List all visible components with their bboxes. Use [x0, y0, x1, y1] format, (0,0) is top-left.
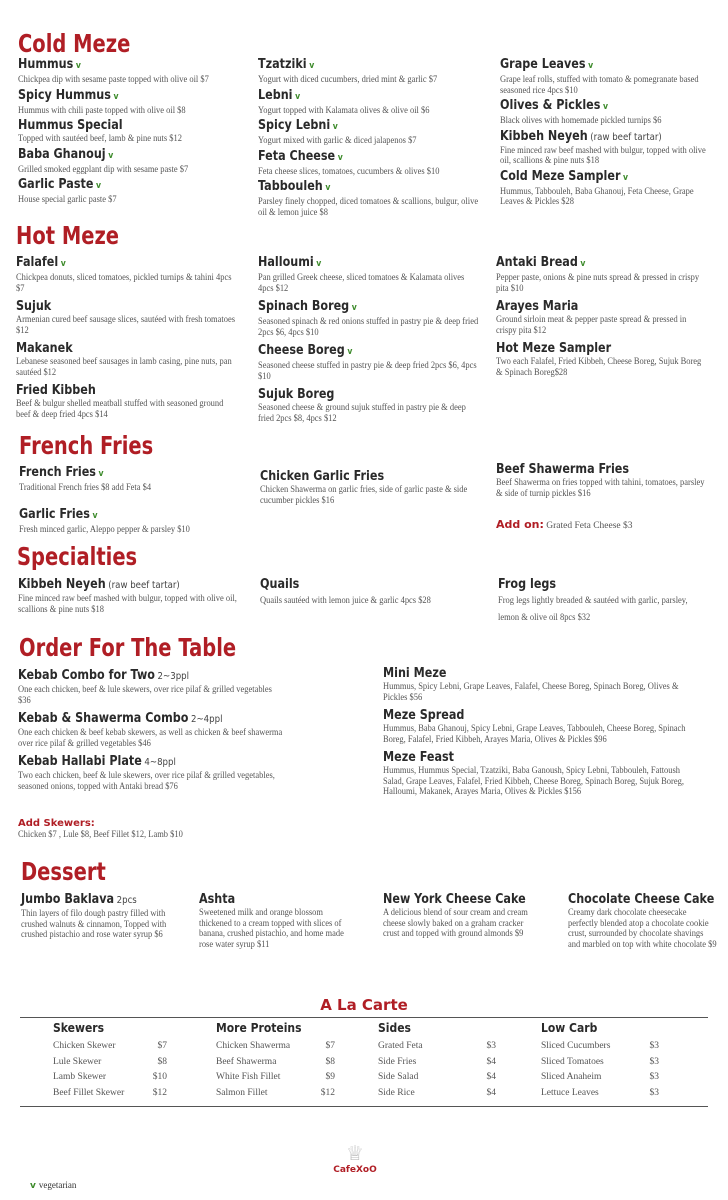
menu-item-name — [16, 383, 207, 398]
menu-item-title: Garlic Paste — [18, 177, 94, 192]
menu-item-description: Chicken Shawerma on garlic fries, side of garlic paste & side cucumber pickles $16 — [260, 484, 468, 505]
menu-item-name — [18, 88, 209, 105]
vegetarian-marker: v — [332, 122, 338, 132]
menu-item-description: Beef Shawerma on fries topped with tahini, tomatoes, parsley & side of turnip pickles $16 — [496, 477, 705, 498]
a-la-carte-item-price: $12 — [320, 1087, 335, 1098]
vegetarian-key — [30, 1180, 76, 1191]
a-la-carte-item-price: $3 — [649, 1072, 659, 1082]
menu-item-note: 4~8ppl — [144, 757, 176, 768]
vegetarian-marker: v — [351, 303, 357, 313]
menu-item-title: Mini Meze — [383, 666, 447, 681]
menu-item-description: Seasoned cheese & ground sujuk stuffed in pastry pie & deep fried 2pcs $8, 4pcs $12 — [258, 402, 466, 423]
menu-item-name — [496, 255, 680, 272]
a-la-carte-item-price: $8 — [325, 1056, 335, 1067]
menu-item-title: Kebab Hallabi Plate — [18, 754, 142, 769]
menu-item — [18, 754, 288, 791]
menu-item-name — [496, 462, 680, 477]
menu-item — [383, 750, 693, 797]
menu-item-description: Grilled smoked eggplant dip with sesame paste $7 — [18, 163, 189, 174]
menu-item-description: Quails sautéed with lemon juice & garlic 4pcs $28 — [260, 595, 431, 605]
a-la-carte-item-price: $7 — [157, 1041, 167, 1051]
menu-item-description: Parsley finely chopped, diced tomatoes & scallions, bulgur, olive oil & lemon juice $8 — [258, 196, 479, 217]
menu-item-description: Hummus, Spicy Lebni, Grape Leaves, Falafel, Cheese Boreg, Spinach Boreg, Olives & Pickles $56 — [383, 681, 679, 702]
specialties-col-3 — [498, 577, 710, 626]
vegetarian-marker: v — [347, 347, 353, 357]
menu-item-title: French Fries — [19, 465, 96, 480]
menu-item-name — [18, 668, 250, 684]
menu-item — [500, 98, 710, 126]
menu-item-name — [258, 88, 449, 105]
a-la-carte-group-heading: Sides — [378, 1021, 411, 1035]
menu-item — [18, 668, 288, 705]
menu-item-title: Kebab & Shawerma Combo — [18, 711, 189, 726]
a-la-carte-item-price: $9 — [325, 1072, 335, 1082]
a-la-carte-item-price: $12 — [152, 1087, 167, 1098]
menu-item — [16, 255, 238, 293]
menu-item-name — [18, 118, 209, 133]
menu-item-name — [260, 577, 432, 592]
menu-item-name — [500, 169, 681, 186]
menu-item — [260, 577, 460, 609]
french-fries-col-1 — [19, 465, 241, 534]
hot-meze-col-1 — [16, 255, 238, 419]
dessert-col-4 — [568, 892, 718, 949]
lc-group-low-carb — [541, 1021, 659, 1101]
menu-item-title: Kebab Combo for Two — [18, 668, 155, 683]
menu-item-title: Chicken Garlic Fries — [260, 469, 385, 484]
menu-item-name — [258, 149, 449, 166]
menu-item-title: Kibbeh Neyeh — [500, 128, 588, 144]
menu-item — [383, 666, 693, 702]
menu-item-description: Feta cheese slices, tomatoes, cucumbers & olives $10 — [258, 165, 440, 176]
a-la-carte-item-name: Lamb Skewer — [53, 1072, 107, 1082]
vegetarian-marker: v — [580, 259, 586, 269]
menu-item-title: Spicy Hummus — [18, 87, 111, 103]
a-la-carte-item-name: Side Salad — [378, 1072, 419, 1082]
menu-item — [19, 507, 241, 535]
menu-item-name — [568, 892, 715, 907]
vegetarian-marker: v — [295, 91, 301, 102]
menu-item-description: Seasoned cheese stuffed in pastry pie & deep fried 2pcs $6, 4pcs $10 — [258, 360, 477, 381]
menu-item-title: Sujuk Boreg — [258, 387, 335, 402]
section-title-specialties: Specialties — [17, 542, 138, 571]
a-la-carte-row — [53, 1086, 167, 1102]
menu-item-title: Lebni — [258, 87, 293, 103]
menu-item — [498, 577, 710, 626]
menu-item — [568, 892, 718, 949]
menu-item-name — [500, 57, 681, 74]
menu-item-description: Traditional French fries $8 add Feta $4 — [19, 482, 152, 492]
hot-meze-col-2 — [258, 255, 480, 423]
menu-item-title: Frog legs — [498, 577, 557, 592]
a-la-carte-row — [378, 1055, 496, 1071]
menu-item-title: Ashta — [199, 892, 236, 907]
menu-item-name — [258, 255, 449, 272]
menu-item — [500, 129, 710, 166]
lc-group-skewers — [53, 1021, 167, 1101]
a-la-carte-item-price: $4 — [486, 1087, 496, 1098]
menu-item — [500, 57, 710, 95]
menu-item-name — [18, 147, 209, 164]
section-title-french-fries: French Fries — [19, 431, 154, 460]
menu-item — [18, 88, 240, 116]
menu-item — [18, 147, 240, 175]
dessert-col-2 — [199, 892, 354, 949]
menu-item-description: Yogurt mixed with garlic & diced jalapenos $7 — [258, 135, 417, 145]
hot-meze-col-3 — [496, 255, 710, 377]
menu-item — [18, 711, 288, 748]
a-la-carte-item-name: Beef Shawerma — [216, 1056, 277, 1067]
menu-item-description: Frog legs lightly breaded & sautéed with garlic, parsley, lemon & olive oil 8pcs $32 — [498, 595, 688, 622]
a-la-carte-row — [541, 1039, 659, 1055]
a-la-carte-bottom-rule — [20, 1106, 708, 1107]
menu-item-name — [258, 57, 449, 74]
menu-item-name — [199, 892, 332, 907]
order-table-col-2 — [383, 666, 693, 797]
menu-item-description: Pan grilled Greek cheese, sliced tomatoes & Kalamata olives 4pcs $12 — [258, 272, 465, 293]
menu-item-note: 2~3ppl — [157, 671, 190, 682]
vegetarian-marker: v — [316, 259, 322, 269]
menu-item — [258, 179, 480, 217]
vegetarian-marker: v — [623, 172, 629, 183]
a-la-carte-item-name: Side Rice — [378, 1087, 415, 1098]
menu-item-title: Beef Shawerma Fries — [496, 462, 630, 477]
menu-item-name — [21, 892, 150, 908]
menu-item-title: Sujuk — [16, 299, 52, 314]
a-la-carte-item-name: Beef Fillet Skewer — [53, 1087, 125, 1098]
menu-item-name — [383, 892, 526, 907]
a-la-carte-item-price: $3 — [649, 1087, 659, 1098]
menu-item-name — [18, 57, 209, 74]
menu-item-title: Cold Meze Sampler — [500, 168, 621, 184]
vegetarian-marker: v — [309, 61, 315, 71]
a-la-carte-row — [541, 1070, 659, 1086]
menu-item — [383, 892, 533, 939]
chef-hat-icon: ♕ — [346, 1143, 364, 1165]
menu-item-note: 2~4ppl — [191, 714, 223, 725]
menu-item-description: Pepper paste, onions & pine nuts spread & pressed in crispy pita $10 — [496, 272, 700, 293]
menu-item-description: Chickpea dip with sesame paste topped with olive oil $7 — [18, 74, 209, 84]
a-la-carte-item-price: $4 — [486, 1072, 496, 1082]
a-la-carte-item-name: Side Fries — [378, 1056, 417, 1067]
menu-item-title: Garlic Fries — [19, 506, 90, 522]
menu-item-description: Two each chicken, beef & lule skewers, over rice pilaf & grilled vegetables, seasoned onions, topped with Antaki bread $76 — [18, 770, 275, 791]
a-la-carte-group-heading: More Proteins — [216, 1021, 302, 1035]
menu-item-name — [18, 754, 250, 770]
menu-item-name — [500, 129, 681, 145]
menu-item-title: Kibbeh Neyeh — [18, 577, 106, 592]
a-la-carte-item-price: $3 — [649, 1056, 659, 1067]
a-la-carte-row — [378, 1070, 496, 1086]
a-la-carte-item-name: Lule Skewer — [53, 1056, 102, 1067]
a-la-carte-group-heading: Low Carb — [541, 1021, 598, 1035]
menu-item-title: Meze Feast — [383, 750, 455, 765]
menu-item — [16, 299, 238, 335]
menu-item — [19, 465, 241, 493]
addon-text: Grated Feta Cheese $3 — [546, 521, 633, 531]
menu-item-name — [260, 469, 451, 484]
menu-item-name — [258, 179, 449, 196]
vegetarian-marker: v — [108, 150, 114, 161]
a-la-carte-row — [378, 1039, 496, 1055]
section-title-order-for-table: Order For The Table — [19, 633, 237, 662]
menu-item-description: Seasoned spinach & red onions stuffed in pastry pie & deep fried 2pcs $6, 4pcs $10 — [258, 316, 479, 337]
vegetarian-marker: v — [92, 510, 98, 521]
a-la-carte-title: A La Carte — [320, 996, 408, 1014]
menu-item — [258, 57, 480, 85]
menu-item-name — [383, 708, 650, 723]
addon-line — [496, 518, 710, 531]
menu-item — [258, 88, 480, 116]
a-la-carte-row — [541, 1086, 659, 1102]
menu-item-name — [19, 465, 210, 482]
menu-item-note: (raw beef tartar) — [108, 580, 180, 591]
a-la-carte-item-price: $7 — [325, 1041, 335, 1051]
menu-item-note: (raw beef tartar) — [590, 131, 662, 143]
menu-item-description: Hummus, Tabbouleh, Baba Ghanouj, Feta Cheese, Grape Leaves & Pickles $28 — [500, 185, 694, 206]
a-la-carte-row — [216, 1070, 335, 1086]
menu-item-name — [498, 577, 680, 592]
menu-item-title: Grape Leaves — [500, 57, 586, 72]
menu-item — [496, 255, 710, 293]
vegetarian-marker: v — [60, 259, 66, 269]
menu-item-title: Fried Kibbeh — [16, 383, 96, 398]
menu-item — [199, 892, 354, 949]
specialties-col-1 — [18, 577, 240, 614]
menu-item-title: Spinach Boreg — [258, 299, 350, 314]
menu-item-description: Lebanese seasoned beef sausages in lamb casing, pine nuts, pan sautéed $12 — [16, 356, 232, 377]
menu-item-description: House special garlic paste $7 — [18, 194, 117, 204]
menu-item-name — [258, 343, 449, 360]
a-la-carte-row — [53, 1055, 167, 1071]
a-la-carte-row — [216, 1055, 335, 1071]
menu-item-description: Thin layers of filo dough pastry filled with crushed walnuts & cinnamon, Topped with crushed pistachio and rose water syrup $6 — [21, 908, 167, 939]
addon-label: Add on: — [496, 518, 544, 531]
menu-item-name — [258, 299, 449, 316]
cold-meze-col-2 — [258, 57, 480, 217]
menu-item-description: Fine minced raw beef mashed with bulgur, topped with olive oil, scallions & pine nuts $18 — [500, 144, 706, 165]
menu-item-description: Fresh minced garlic, Aleppo pepper & parsley $10 — [19, 523, 190, 534]
menu-item-name — [383, 666, 650, 681]
a-la-carte-top-rule — [20, 1017, 708, 1018]
vegetarian-marker: v — [588, 61, 594, 71]
menu-item — [258, 343, 480, 381]
a-la-carte-item-name: Sliced Cucumbers — [541, 1041, 611, 1051]
menu-item-description: Grape leaf rolls, stuffed with tomato & pomegranate based seasoned rice 4pcs $10 — [500, 74, 699, 95]
menu-item-name — [16, 341, 207, 356]
add-skewers — [18, 818, 288, 840]
menu-item-title: Makanek — [16, 341, 73, 356]
vegetarian-label: vegetarian — [38, 1180, 77, 1190]
menu-item-title: Antaki Bread — [496, 255, 578, 270]
menu-item-title: Olives & Pickles — [500, 98, 601, 113]
menu-item-description: Armenian cured beef sausage slices, sautéed with fresh tomatoes $12 — [16, 314, 235, 335]
cold-meze-col-1 — [18, 57, 240, 205]
dessert-col-1 — [21, 892, 171, 940]
specialties-col-2 — [260, 577, 460, 609]
menu-item-description: Hummus, Hummus Special, Tzatziki, Baba Ganoush, Spicy Lebni, Tabbouleh, Fattoush Salad, Grape Leaves, Falafel, Fried Kibbeh, Cheese Boreg, Spinach Boreg, Sujuk Boreg, Halloumi, Makanek, Arayes Maria, Olives & Pickles $156 — [383, 765, 684, 796]
french-fries-col-2 — [260, 469, 482, 505]
menu-item — [16, 383, 238, 419]
menu-item-description: Hummus, Baba Ghanouj, Spicy Lebni, Grape Leaves, Tabbouleh, Cheese Boreg, Spinach Boreg, Falafel, Fried Kibbeh, Arayes Maria, Olives & Pickles $96 — [383, 723, 686, 744]
order-table-col-1 — [18, 668, 288, 791]
cold-meze-col-3 — [500, 57, 710, 207]
dessert-col-3 — [383, 892, 533, 939]
menu-item — [500, 169, 710, 207]
vegetarian-marker: v — [96, 181, 102, 191]
menu-item-title: Meze Spread — [383, 708, 465, 723]
menu-item-description: One each chicken, beef & lule skewers, over rice pilaf & grilled vegetables $36 — [18, 684, 272, 705]
logo-text — [325, 1165, 385, 1175]
section-title-cold-meze: Cold Meze — [18, 29, 131, 58]
menu-item — [258, 255, 480, 293]
a-la-carte-row — [53, 1039, 167, 1055]
menu-item-title: Tzatziki — [258, 57, 307, 72]
vegetarian-mark: v — [30, 1181, 36, 1191]
a-la-carte-item-price: $3 — [649, 1041, 659, 1051]
menu-item-title: Spicy Lebni — [258, 118, 331, 133]
menu-item — [258, 299, 480, 337]
vegetarian-marker: v — [337, 152, 343, 163]
a-la-carte-item-name: Sliced Tomatoes — [541, 1056, 604, 1067]
menu-item-description: Creamy dark chocolate cheesecake perfectly blended atop a chocolate cookie crust, surrounded by chocolate shavings and marbled on top with white chocolate $9 — [568, 907, 717, 949]
vegetarian-marker: v — [75, 61, 81, 71]
section-title-hot-meze: Hot Meze — [16, 221, 120, 250]
menu-item — [18, 177, 240, 205]
menu-item — [258, 387, 480, 423]
a-la-carte-item-price: $3 — [486, 1041, 496, 1051]
menu-item-description: Hummus with chili paste topped with olive oil $8 — [18, 104, 186, 115]
menu-item-title: Baba Ghanouj — [18, 146, 106, 162]
menu-item — [496, 299, 710, 335]
menu-item-description: Ground sirloin meat & pepper paste spread & pressed in crispy pita $12 — [496, 314, 687, 335]
a-la-carte-item-price: $8 — [157, 1056, 167, 1067]
menu-item-description: Beef & bulgur shelled meatball stuffed with seasoned ground beef & deep fried 4pcs $14 — [16, 398, 224, 419]
menu-item-name — [496, 341, 680, 356]
a-la-carte-row — [216, 1086, 335, 1102]
a-la-carte-item-price: $4 — [486, 1056, 496, 1067]
menu-item-name — [18, 177, 209, 194]
cafe-logo — [325, 1143, 385, 1193]
menu-item-title: New York Cheese Cake — [383, 892, 526, 907]
logo-text-a: Cafe — [333, 1165, 356, 1175]
a-la-carte-item-name: Grated Feta — [378, 1041, 423, 1051]
vegetarian-marker: v — [325, 183, 331, 193]
a-la-carte-item-name: Sliced Anaheim — [541, 1072, 602, 1082]
menu-item-name — [383, 750, 650, 765]
menu-item-title: Chocolate Cheese Cake — [568, 892, 715, 907]
menu-item-note: 2pcs — [116, 895, 137, 906]
menu-item-name — [258, 387, 449, 402]
a-la-carte-row — [541, 1055, 659, 1071]
a-la-carte-item-name: Salmon Fillet — [216, 1087, 268, 1098]
a-la-carte-row — [53, 1070, 167, 1086]
vegetarian-marker: v — [602, 102, 609, 112]
vegetarian-marker: v — [98, 469, 104, 479]
menu-item-name — [18, 577, 209, 593]
menu-item-title: Hummus — [18, 57, 74, 72]
menu-item — [258, 149, 480, 177]
menu-item-title: Quails — [260, 577, 300, 592]
menu-item-name — [258, 118, 449, 135]
a-la-carte-group-heading: Skewers — [53, 1021, 105, 1035]
menu-item-title: Hot Meze Sampler — [496, 341, 612, 356]
a-la-carte-item-name: Chicken Skewer — [53, 1041, 116, 1051]
menu-item-title: Halloumi — [258, 255, 314, 270]
lc-group-proteins — [216, 1021, 335, 1101]
add-skewers-label: Add Skewers: — [18, 818, 95, 829]
menu-item-name — [16, 299, 207, 314]
menu-item-title: Hummus Special — [18, 118, 123, 133]
menu-item — [260, 469, 482, 505]
menu-item-description: Fine minced raw beef mashed with bulgur, topped with olive oil, scallions & pine nuts $18 — [18, 593, 237, 614]
menu-item-description: Yogurt topped with Kalamata olives & olive oil $6 — [258, 104, 430, 115]
menu-item-title: Tabbouleh — [258, 179, 323, 194]
menu-item — [258, 118, 480, 146]
menu-item-title: Cheese Boreg — [258, 343, 345, 358]
a-la-carte-row — [378, 1086, 496, 1102]
menu-item-description: A delicious blend of sour cream and cream cheese slowly baked on a graham cracker crust and topped with ground almonds $9 — [383, 907, 528, 938]
menu-item-name — [500, 98, 681, 115]
a-la-carte-row — [216, 1039, 335, 1055]
menu-item-title: Jumbo Baklava — [21, 892, 115, 907]
menu-item-name — [496, 299, 680, 314]
a-la-carte-item-name: Chicken Shawerma — [216, 1041, 291, 1051]
a-la-carte-item-price: $10 — [152, 1072, 167, 1082]
menu-item — [16, 341, 238, 377]
a-la-carte-item-name: White Fish Fillet — [216, 1072, 281, 1082]
menu-item-description: Chickpea donuts, sliced tomatoes, pickled turnips & tahini 4pcs $7 — [16, 272, 232, 293]
menu-item-description: Black olives with homemade pickled turnips $6 — [500, 115, 662, 125]
menu-item-title: Feta Cheese — [258, 148, 336, 164]
menu-item — [383, 708, 693, 744]
a-la-carte-item-name: Lettuce Leaves — [541, 1087, 599, 1098]
menu-item-name — [18, 711, 250, 727]
vegetarian-marker: v — [113, 91, 119, 102]
menu-item-description: Topped with sautéed beef, lamb & pine nuts $12 — [18, 133, 182, 143]
lc-group-sides — [378, 1021, 496, 1101]
menu-item — [18, 577, 240, 614]
menu-item — [21, 892, 171, 940]
menu-item-name — [19, 507, 210, 524]
logo-text-b: XoO — [355, 1165, 377, 1175]
menu-item-title: Arayes Maria — [496, 299, 579, 314]
menu-item — [496, 462, 710, 498]
menu-item — [496, 341, 710, 377]
menu-item-description: Two each Falafel, Fried Kibbeh, Cheese Boreg, Sujuk Boreg & Spinach Boreg$28 — [496, 356, 702, 377]
add-skewers-text: Chicken $7 , Lule $8, Beef Fillet $12, Lamb $10 — [18, 829, 183, 839]
menu-item-description: One each chicken & beef kebab skewers, as well as chicken & beef shawerma over rice pilaf & grilled vegetables $46 — [18, 727, 283, 748]
menu-item — [18, 118, 240, 144]
menu-item-name — [16, 255, 207, 272]
menu-item-description: Yogurt with diced cucumbers, dried mint & garlic $7 — [258, 74, 438, 84]
menu-item-description: Sweetened milk and orange blossom thickened to a cream topped with slices of banana, crushed pistachio, and home made rose water syrup $11 — [199, 907, 344, 949]
menu-item — [18, 57, 240, 85]
menu-item-title: Falafel — [16, 255, 59, 270]
section-title-dessert: Dessert — [21, 857, 106, 886]
french-fries-col-3 — [496, 462, 710, 498]
